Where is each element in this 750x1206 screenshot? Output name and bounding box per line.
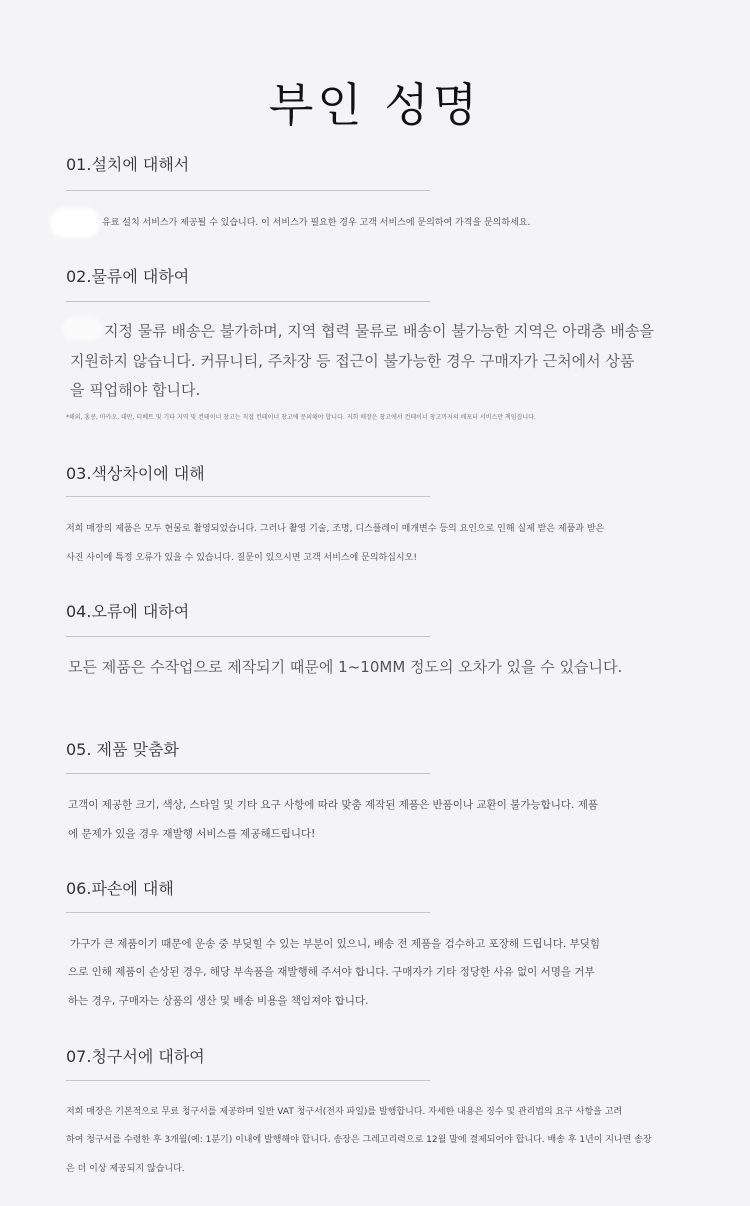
section-note: *해외, 홍콩, 마카오, 대만, 티베트 및 기타 지역 및 컨테이너 창고는 직접 컨테이너 창고에 문의해야 합니다. 저희 매장은 창고에서 컨테이너 창고까지의 배포터 서비스만 책임집니다. — [66, 414, 536, 421]
section-text: 가구가 큰 제품이기 때문에 운송 중 부딪힐 수 있는 부분이 있으니, 배송 전 제품을 검수하고 포장해 드립니다. 부딪힘 — [70, 938, 600, 950]
section-heading-customization: 05. 제품 맞춤화 — [66, 740, 179, 759]
section-divider — [66, 1080, 430, 1081]
section-text: 유료 설치 서비스가 제공될 수 있습니다. 이 서비스가 필요한 경우 고객 서비스에 문의하여 가격을 문의하세요. — [102, 218, 531, 228]
blur-patch — [62, 318, 102, 340]
section-text: 을 픽업해야 합니다. — [70, 381, 201, 399]
section-divider — [66, 496, 430, 497]
section-text: 에 문제가 있을 경우 재발행 서비스를 제공해드립니다! — [68, 828, 316, 840]
page-title: 부인 성명 — [268, 77, 482, 132]
section-text: 은 더 이상 제공되지 않습니다. — [66, 1164, 185, 1174]
section-heading-damage: 06.파손에 대해 — [66, 879, 174, 898]
section-text: 저희 매장의 제품은 모두 현물로 촬영되었습니다. 그러나 촬영 기술, 조명, 디스플레이 매개변수 등의 요인으로 인해 실제 받은 제품과 받은 — [66, 524, 605, 534]
section-divider — [66, 773, 430, 774]
section-divider — [66, 190, 430, 191]
section-text: 하는 경우, 구매자는 상품의 생산 및 배송 비용을 책임져야 합니다. — [68, 995, 369, 1007]
section-heading-invoice: 07.청구서에 대하여 — [66, 1047, 205, 1066]
section-text: 사진 사이에 특정 오류가 있을 수 있습니다. 질문이 있으시면 고객 서비스에 문의하십시오! — [66, 553, 417, 563]
blur-patch — [50, 208, 100, 238]
section-heading-errors: 04.오류에 대하여 — [66, 602, 190, 621]
section-text: 하여 청구서를 수령한 후 3개월(예: 1분기) 이내에 발행해야 합니다. 송장은 그레고리력으로 12월 말에 결제되어야 합니다. 배송 후 1년이 지나면 송장 — [66, 1135, 652, 1145]
section-divider — [66, 301, 430, 302]
section-text: 으로 인해 제품이 손상된 경우, 해당 부속품을 재발행해 주셔야 합니다. 구매자가 기타 정당한 사유 없이 서명을 거부 — [68, 966, 595, 978]
section-text: 모든 제품은 수작업으로 제작되기 때문에 1~10MM 정도의 오차가 있을 수 있습니다. — [68, 658, 623, 676]
section-heading-logistics: 02.물류에 대하여 — [66, 267, 190, 286]
section-divider — [66, 636, 430, 637]
section-text: 고객이 제공한 크기, 색상, 스타일 및 기타 요구 사항에 따라 맞춤 제작된 제품은 반품이나 교환이 불가능합니다. 제품 — [68, 799, 598, 811]
section-text: 지정 물류 배송은 불가하며, 지역 협력 물류로 배송이 불가능한 지역은 아래층 배송을 — [104, 322, 654, 340]
section-text: 저희 매장은 기본적으로 무료 청구서를 제공하며 일반 VAT 청구서(전자 파일)를 발행합니다. 자세한 내용은 징수 및 관리법의 요구 사항을 고려 — [66, 1107, 623, 1117]
section-heading-installation: 01.설치에 대해서 — [66, 155, 190, 174]
section-divider — [66, 912, 430, 913]
section-heading-color-difference: 03.색상차이에 대해 — [66, 464, 205, 483]
section-text: 지원하지 않습니다. 커뮤니티, 주차장 등 접근이 불가능한 경우 구매자가 근처에서 상품 — [70, 352, 635, 370]
